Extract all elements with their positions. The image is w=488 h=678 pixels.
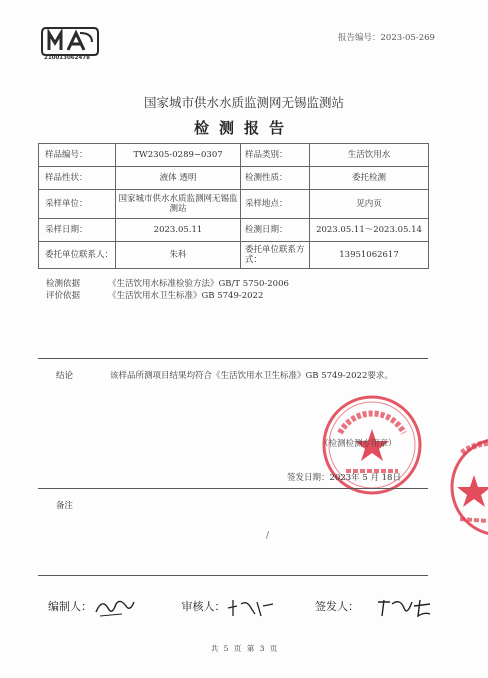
- basis-section: [46, 278, 289, 302]
- compiler-signature-icon: [92, 594, 136, 620]
- sampling-unit-label: 采样单位：: [39, 190, 116, 219]
- table-row: [39, 242, 429, 269]
- issuer-label: 签发人：: [315, 600, 359, 613]
- client-phone-label: 委托单位联系方式：: [241, 242, 310, 269]
- test-date-value: 2023.05.11～2023.05.14: [310, 219, 429, 242]
- page-title: 检测报告: [193, 119, 294, 137]
- test-nature-label: 检测性质：: [241, 167, 310, 190]
- cma-code: 210013062478: [44, 55, 90, 61]
- sampling-date-value: 2023.05.11: [116, 219, 241, 242]
- seal-edge-icon: [448, 435, 488, 539]
- sample-type-value: 生活饮用水: [310, 144, 429, 167]
- client-phone-value: 13951062617: [310, 242, 429, 269]
- table-row: [39, 144, 429, 167]
- client-contact-label: 委托单位联系人：: [39, 242, 116, 269]
- test-nature-value: 委托检测: [310, 167, 429, 190]
- remark-mark: /: [266, 531, 270, 541]
- test-basis-row: [46, 278, 289, 290]
- sample-type-label: 样品类别：: [241, 144, 310, 167]
- organization-name: 国家城市供水水质监测网无锡监测站: [143, 95, 344, 110]
- eval-basis-value: 《生活饮用水卫生标准》GB 5749-2022: [108, 291, 264, 301]
- page-footer: 共 5 页 第 3 页: [210, 644, 278, 653]
- reviewer-label: 审核人：: [181, 600, 226, 613]
- report-number: 报告编号：2023-05-269: [338, 33, 435, 43]
- divider: [38, 358, 428, 359]
- sampling-site-label: 采样地点：: [241, 190, 310, 219]
- table-row: [39, 219, 429, 242]
- client-contact-value: 朱科: [116, 242, 241, 269]
- conclusion-text: 该样品所测项目结果均符合《生活饮用水卫生标准》GB 5749-2022要求。: [110, 371, 393, 381]
- sampling-unit-value: 国家城市供水水质监测网无锡监测站: [116, 190, 241, 219]
- table-row: [39, 167, 429, 190]
- sample-prop-value: 液体 透明: [116, 167, 241, 190]
- eval-basis-label: 评价依据: [46, 291, 81, 301]
- divider: [38, 488, 428, 489]
- eval-basis-row: [46, 290, 289, 302]
- sign-date: 签发日期：2023年 5 月 18日: [287, 473, 401, 483]
- divider: [38, 575, 428, 576]
- sample-no-label: 样品编号：: [39, 144, 116, 167]
- sampling-site-value: 见内页: [310, 190, 429, 219]
- conclusion-label: 结论: [56, 371, 74, 381]
- test-date-label: 检测日期：: [241, 219, 310, 242]
- test-basis-label: 检测依据: [46, 279, 81, 289]
- test-basis-value: 《生活饮用水标准检验方法》GB/T 5750-2006: [108, 279, 289, 289]
- sampling-date-label: 采样日期：: [39, 219, 116, 242]
- table-row: [39, 190, 429, 219]
- remark-label: 备注: [56, 501, 74, 511]
- issuer-signature-icon: [374, 594, 434, 620]
- sample-prop-label: 样品性状：: [39, 167, 116, 190]
- compiler-label: 编制人：: [48, 600, 92, 613]
- reviewer-signature-icon: [225, 594, 275, 620]
- sample-no-value: TW2305-0289~0307: [116, 144, 241, 167]
- seal-note: （检测检测专用章）: [320, 439, 397, 449]
- sample-info-table: [38, 143, 429, 269]
